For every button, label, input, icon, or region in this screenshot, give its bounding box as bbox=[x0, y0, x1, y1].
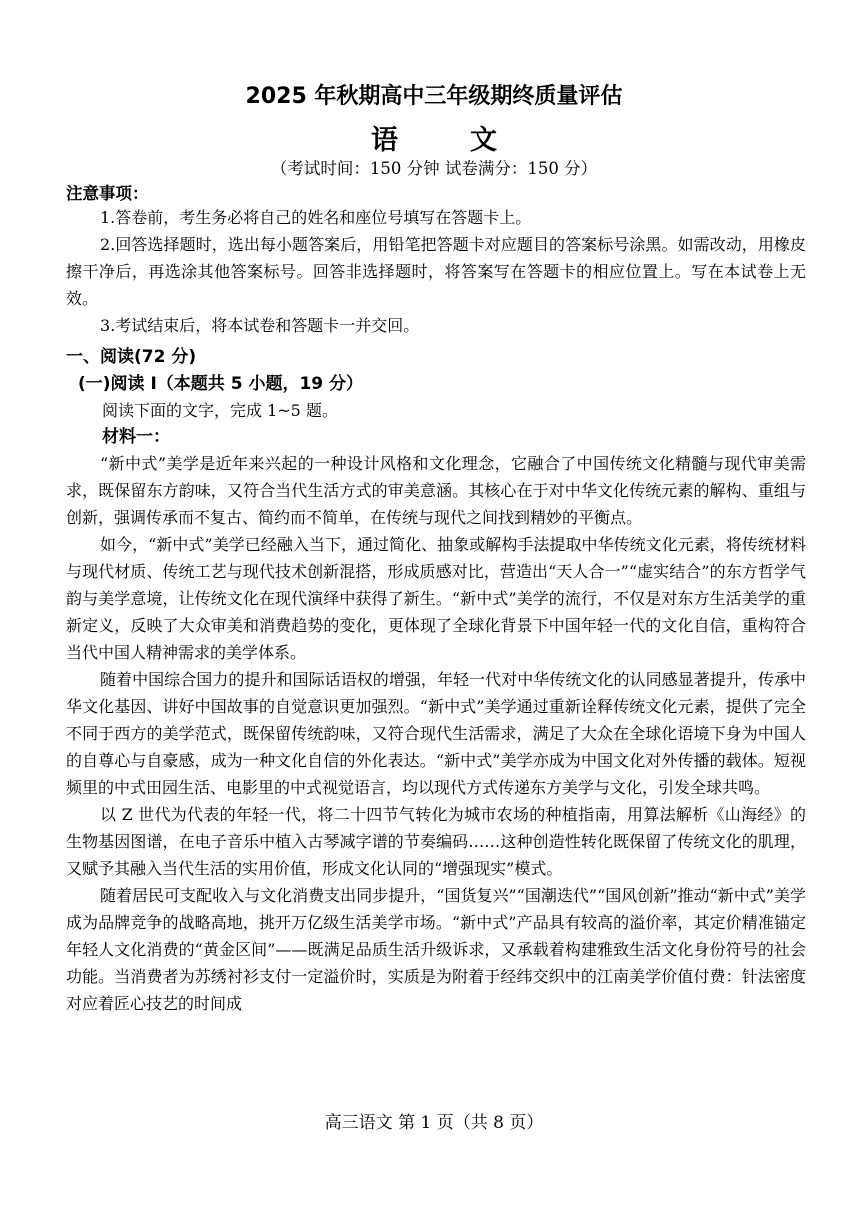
paragraph: 以 Z 世代为代表的年轻一代，将二十四节气转化为城市农场的种植指南，用算法解析《山海经》的生物基因图谱，在电子音乐中植入古琴减字谱的节奏编码……这种创造性转化既保留了传统文化的肌理，又赋予其融入当代生活的实用价值，形成文化认同的“增强现实”模式。 bbox=[66, 805, 806, 878]
material-body bbox=[66, 450, 806, 1017]
material-label: 材料一： bbox=[102, 427, 170, 447]
reading-instruction: 阅读下面的文字，完成 1~5 题。 bbox=[102, 401, 338, 420]
note-item: 3.考试结束后，将本试卷和答题卡一并交回。 bbox=[100, 316, 420, 335]
section-title: 一、阅读(72 分) bbox=[66, 347, 197, 367]
exam-title: 2025 年秋期高中三年级期终质量评估 bbox=[245, 84, 623, 109]
note-item: 2.回答选择题时，选出每小题答案后，用铅笔把答题卡对应题目的答案标号涂黑。如需改动，用橡皮擦干净后，再选涂其他答案标号。回答非选择题时，将答案写在答题卡的相应位置上。写在本试卷上无效。 bbox=[66, 235, 806, 308]
note-item: 1.答卷前，考生务必将自己的姓名和座位号填写在答题卡上。 bbox=[100, 208, 532, 227]
page-footer: 高三语文 第 1 页（共 8 页） bbox=[324, 1113, 544, 1133]
paragraph: “新中式”美学是近年来兴起的一种设计风格和文化理念，它融合了中国传统文化精髓与现代审美需求，既保留东方韵味，又符合当代生活方式的审美意涵。其核心在于对中华文化传统元素的解构、重组与创新，强调传承而不复古、简约而不简单，在传统与现代之间找到精妙的平衡点。 bbox=[66, 454, 806, 527]
subject-title: 语文 bbox=[371, 125, 569, 156]
subsection-title: (一)阅读 I（本题共 5 小题，19 分） bbox=[78, 374, 364, 394]
exam-info: （考试时间：150 分钟 试卷满分：150 分） bbox=[270, 159, 598, 178]
paragraph: 如今，“新中式”美学已经融入当下，通过简化、抽象或解构手法提取中华传统文化元素，将传统材料与现代材质、传统工艺与现代技术创新混搭，形成质感对比，营造出“天人合一”“虚实结合”的东方哲学气韵与美学意境，让传统文化在现代演绎中获得了新生。“新中式”美学的流行，不仅是对东方生活美学的重新定义，反映了大众审美和消费趋势的变化，更体现了全球化背景下中国年轻一代的文化自信，重构符合当代中国人精神需求的美学体系。 bbox=[66, 535, 806, 662]
paragraph: 随着中国综合国力的提升和国际话语权的增强，年轻一代对中华传统文化的认同感显著提升，传承中华文化基因、讲好中国故事的自觉意识更加强烈。“新中式”美学通过重新诠释传统文化元素，提供了完全不同于西方的美学范式，既保留传统韵味，又符合现代生活需求，满足了大众在全球化语境下身为中国人的自尊心与自豪感，成为一种文化自信的外化表达。“新中式”美学亦成为中国文化对外传播的载体。短视频里的中式田园生活、电影里的中式视觉语言，均以现代方式传递东方美学与文化，引发全球共鸣。 bbox=[66, 670, 806, 797]
notes-heading: 注意事项： bbox=[66, 184, 149, 203]
notes-list bbox=[66, 204, 806, 339]
paragraph: 随着居民可支配收入与文化消费支出同步提升，“国货复兴”“国潮迭代”“国风创新”推动“新中式”美学成为品牌竞争的战略高地，挑开万亿级生活美学市场。“新中式”产品具有较高的溢价率，其定价精准锚定年轻人文化消费的“黄金区间”——既满足品质生活升级诉求，又承载着构建雅致生活文化身份符号的社会功能。当消费者为苏绣衬衫支付一定溢价时，实质是为附着于经纬交织中的江南美学价值付费：针法密度对应着匠心技艺的时间成 bbox=[66, 886, 806, 1013]
